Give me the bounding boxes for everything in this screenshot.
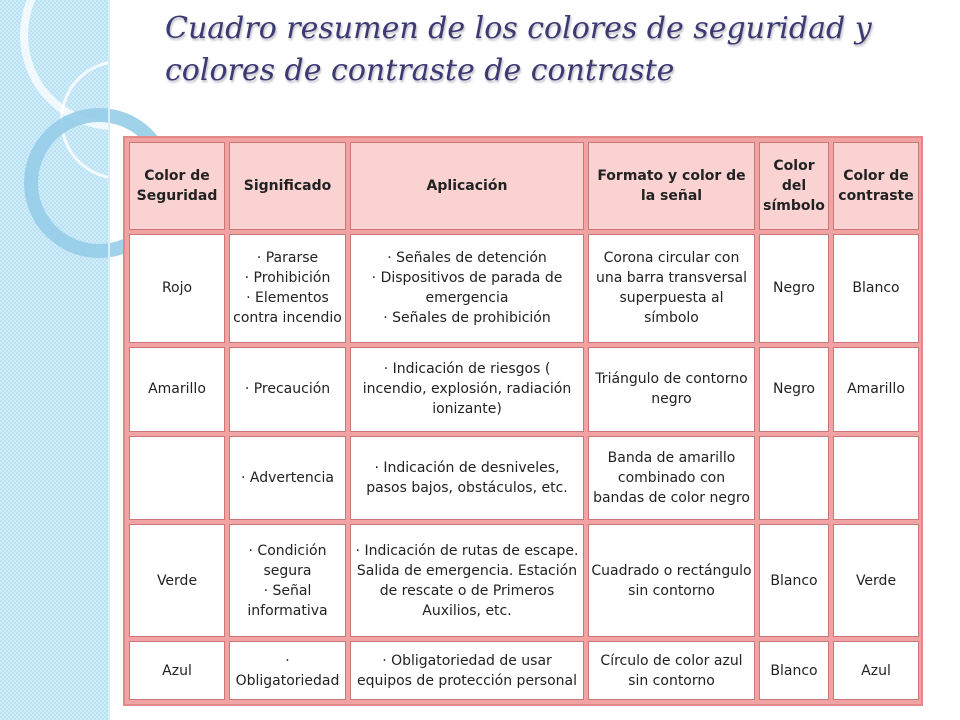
table-row	[129, 641, 919, 700]
meaning-cell: · Condición segura · Señal informativa	[229, 524, 346, 637]
format-cell: Triángulo de contorno negro	[588, 347, 755, 432]
header-cell: Color del símbolo	[759, 142, 829, 230]
format-cell: Corona circular con una barra transversal superpuesta al símbolo	[588, 234, 755, 343]
contrast-color-cell	[833, 436, 919, 521]
table-row	[129, 347, 919, 432]
application-cell: · Señales de detención · Dispositivos de parada de emergencia · Señales de prohibición	[350, 234, 584, 343]
format-cell: Banda de amarillo combinado con bandas de color negro	[588, 436, 755, 521]
table-header-row	[129, 142, 919, 230]
decorative-side-band	[0, 0, 108, 720]
symbol-color-cell: Negro	[759, 234, 829, 343]
table-row	[129, 234, 919, 343]
slide-title: Cuadro resumen de los colores de seguridad y colores de contraste de contraste	[165, 11, 872, 88]
table-row	[129, 524, 919, 637]
safety-colors-table	[125, 138, 923, 704]
meaning-cell: · Advertencia	[229, 436, 346, 521]
safety-colors-table-frame	[123, 136, 923, 706]
symbol-color-cell: Blanco	[759, 524, 829, 637]
contrast-color-cell: Azul	[833, 641, 919, 700]
color-cell	[129, 436, 225, 521]
format-cell: Cuadrado o rectángulo sin contorno	[588, 524, 755, 637]
color-cell: Rojo	[129, 234, 225, 343]
meaning-cell: · Pararse · Prohibición · Elementos contra incendio	[229, 234, 346, 343]
color-cell: Amarillo	[129, 347, 225, 432]
application-cell: · Indicación de riesgos ( incendio, explosión, radiación ionizante)	[350, 347, 584, 432]
symbol-color-cell: Blanco	[759, 641, 829, 700]
color-cell: Azul	[129, 641, 225, 700]
meaning-cell: · Precaución	[229, 347, 346, 432]
contrast-color-cell: Verde	[833, 524, 919, 637]
meaning-cell: · Obligatoriedad	[229, 641, 346, 700]
application-cell: · Indicación de desniveles, pasos bajos, obstáculos, etc.	[350, 436, 584, 521]
application-cell: · Obligatoriedad de usar equipos de protección personal	[350, 641, 584, 700]
header-cell: Aplicación	[350, 142, 584, 230]
symbol-color-cell: Negro	[759, 347, 829, 432]
symbol-color-cell	[759, 436, 829, 521]
header-cell: Formato y color de la señal	[588, 142, 755, 230]
contrast-color-cell: Amarillo	[833, 347, 919, 432]
application-cell: · Indicación de rutas de escape. Salida de emergencia. Estación de rescate o de Primeros Auxilios, etc.	[350, 524, 584, 637]
format-cell: Círculo de color azul sin contorno	[588, 641, 755, 700]
header-cell: Color de contraste	[833, 142, 919, 230]
color-cell: Verde	[129, 524, 225, 637]
contrast-color-cell: Blanco	[833, 234, 919, 343]
decorative-divider	[108, 0, 110, 720]
header-cell: Color de Seguridad	[129, 142, 225, 230]
table-row	[129, 436, 919, 521]
header-cell: Significado	[229, 142, 346, 230]
